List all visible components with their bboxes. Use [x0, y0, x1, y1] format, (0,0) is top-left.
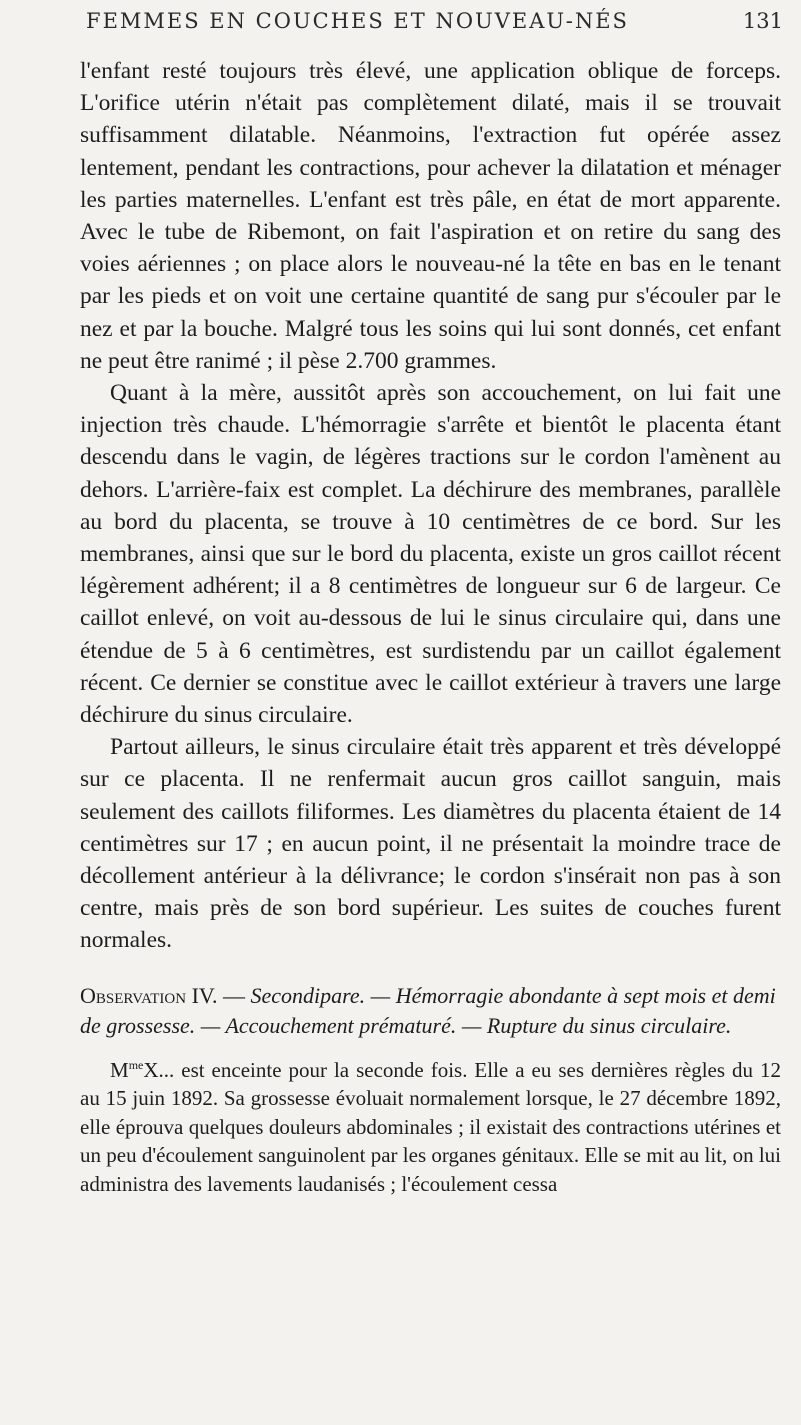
case-text: X... est enceinte pour la seconde fois. Elle a eu ses dernières règles du 12 au 15 juin 1892. Sa grossesse évoluait normalement lorsque, le 27 décembre 1892, elle éprouva quelques douleurs abdominales ; il existait des contractions utérines et un peu d'écoulement sanguinolent par les organes génitaux. Elle se mit au lit, on lui administra des lavements laudanisés ; l'écoulement cessa — [80, 1057, 781, 1196]
observation-dash: — — [217, 982, 251, 1008]
observation-number: Observation IV. — [80, 982, 218, 1008]
running-header — [80, 7, 791, 39]
paragraph-2: Quant à la mère, aussitôt après son accouchement, on lui fait une injection très chaude. L'hémorragie s'arrête et bientôt le placenta étant descendu dans le vagin, de légères tractions sur le cordon l'amènent au dehors. L'arrière-faix est complet. La déchirure des membranes, parallèle au bord du placenta, se trouve à 10 centimètres de ce bord. Sur les membranes, ainsi que sur le bord du placenta, existe un gros caillot récent légèrement adhérent; il a 8 centimètres de longueur sur 6 de largeur. Ce caillot enlevé, on voit au-dessous de lui le sinus circulaire qui, dans une étendue de 5 à 6 centimètres, est surdistendu par un caillot également récent. Ce dernier se constitue avec le caillot extérieur à travers une large déchirure du sinus circulaire. — [80, 380, 781, 729]
paragraph-3: Partout ailleurs, le sinus circulaire était très apparent et très développé sur ce placenta. Il ne renfermait aucun gros caillot sanguin, mais seulement des caillots filiformes. Les diamètres du placenta étaient de 14 centimètres sur 17 ; en aucun point, il ne présentait la moindre trace de décollement antérieur à la délivrance; le cordon s'insérait non pas à son centre, mais près de son bord supérieur. Les suites de couches furent normales. — [80, 734, 781, 954]
patient-title: $M^{me}$ — [110, 1057, 144, 1082]
page-number: 131 — [742, 9, 783, 33]
body-text — [80, 55, 781, 1198]
observation-heading — [80, 981, 781, 1041]
running-title: FEMMES EN COUCHES ET NOUVEAU-NÉS — [86, 9, 629, 33]
observation-title: Secondipare. — Hémorragie abondante à sept mois et demi de grossesse. — Accouchement prématuré. — Rupture du sinus circulaire. — [80, 982, 776, 1038]
paragraph-1: l'enfant resté toujours très élevé, une application oblique de forceps. L'orifice utérin n'était pas complètement dilaté, mais il se trouvait suffisamment dilatable. Néanmoins, l'extraction fut opérée assez lentement, pendant les contractions, pour achever la dilatation et ménager les parties maternelles. L'enfant est très pâle, en état de mort apparente. Avec le tube de Ribemont, on fait l'aspiration et on retire du sang des voies aériennes ; on place alors le nouveau-né la tête en bas en le tenant par les pieds et on voit une certaine quantité de sang pur s'écouler par le nez et par la bouche. Malgré tous les soins qui lui sont donnés, cet enfant ne peut être ranimé ; il pèse 2.700 grammes. — [80, 58, 781, 374]
case-paragraph — [80, 1051, 781, 1199]
